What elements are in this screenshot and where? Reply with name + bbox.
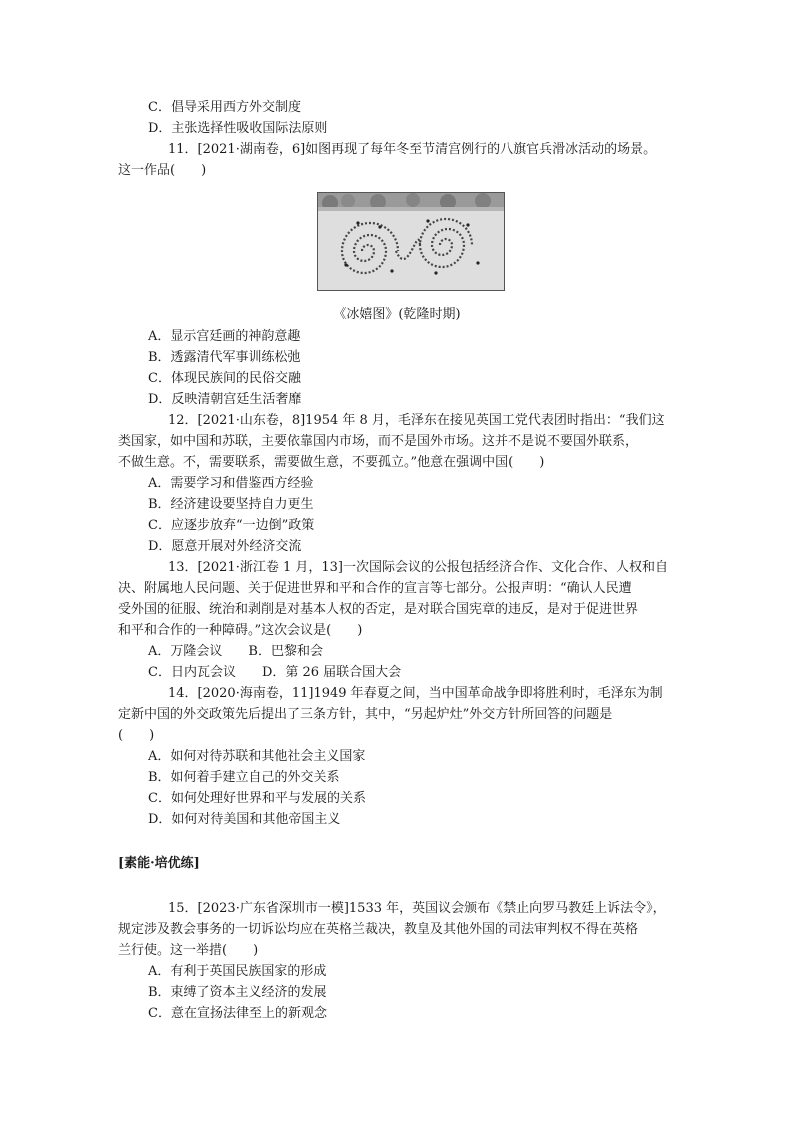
q14-option-b: B．如何着手建立自己的外交关系 [148,770,340,785]
q13-options-ab: A．万隆会议 B．巴黎和会 [148,644,323,659]
q12-option-c: C．应逐步放弃“一边倒”政策 [148,518,315,533]
q12-stem-continued-1: 类国家，如中国和苏联，主要依靠国内市场，而不是国外市场。这并不是说不要国外联系， [118,434,639,449]
q15-option-b: B．束缚了资本主义经济的发展 [148,985,327,1000]
q13-stem-continued-2: 受外国的征服、统治和剥削是对基本人权的否定，是对联合国宪章的违反，是对于促进世界 [118,602,639,617]
q12-stem: 12．[2021·山东卷，8]1954 年 8 月，毛泽东在接见英国工党代表团时指出：“我们这 [168,413,665,428]
q10-option-c: C．倡导采用西方外交制度 [148,100,301,115]
q14-option-c: C．如何处理好世界和平与发展的关系 [148,791,366,806]
q15-stem-continued-2: 兰行使。这一举措( ) [118,943,259,958]
q14-stem: 14．[2020·海南卷，11]1949 年春夏之间，当中国革命战争即将胜利时，毛泽东为制 [168,686,663,701]
q14-option-d: D．如何对待美国和其他帝国主义 [148,812,341,827]
figure-caption: 《冰嬉图》(乾隆时期) [333,307,461,322]
q13-stem-continued-3: 和平和合作的一种障碍。”这次会议是( ) [118,623,363,638]
q15-option-c: C．意在宣扬法律至上的新观念 [148,1006,327,1021]
q13-stem: 13．[2021·浙江卷 1 月，13]一次国际会议的公报包括经济合作、文化合作、人权和自 [168,560,668,575]
section-title: [素能·培优练] [118,856,200,871]
q11-option-a: A．显示宫廷画的神韵意趣 [148,329,301,344]
q14-stem-continued-2: ( ) [118,728,155,743]
q12-option-a: A．需要学习和借鉴西方经验 [148,476,314,491]
ice-play-painting-image [317,192,505,291]
q15-stem-continued-1: 规定涉及教会事务的一切诉讼均应在英格兰裁决，教皇及其他外国的司法审判权不得在英格 [118,922,639,937]
q12-stem-continued-2: 不做生意。不，需要联系，需要做生意，不要孤立。”他意在强调中国( ) [118,455,545,470]
q12-option-b: B．经济建设要坚持自力更生 [148,497,314,512]
q11-stem-continued: 这一作品( ) [118,163,207,178]
q10-option-d: D．主张选择性吸收国际法原则 [148,121,328,136]
q15-stem: 15．[2023·广东省深圳市一模]1533 年，英国议会颁布《禁止向罗马教廷上诉法令》， [168,901,666,916]
q13-stem-continued-1: 决、附属地人民问题、关于促进世界和平和合作的宣言等七部分。公报声明：“确认人民遭 [118,581,632,596]
q11-option-b: B．透露清代军事训练松弛 [148,350,301,365]
q13-options-cd: C．日内瓦会议 D．第 26 届联合国大会 [148,665,402,680]
q15-option-a: A．有利于英国民族国家的形成 [148,964,327,979]
q11-stem: 11．[2021·湖南卷，6]如图再现了每年冬至节清宫例行的八旗官兵滑冰活动的场景。 [168,142,657,157]
q14-option-a: A．如何对待苏联和其他社会主义国家 [148,749,366,764]
q11-option-d: D．反映清朝宫廷生活奢靡 [148,392,302,407]
q12-option-d: D．愿意开展对外经济交流 [148,539,302,554]
q14-stem-continued-1: 定新中国的外交政策先后提出了三条方针，其中，“另起炉灶”外交方针所回答的问题是 [118,707,613,722]
q11-option-c: C．体现民族间的民俗交融 [148,371,301,386]
